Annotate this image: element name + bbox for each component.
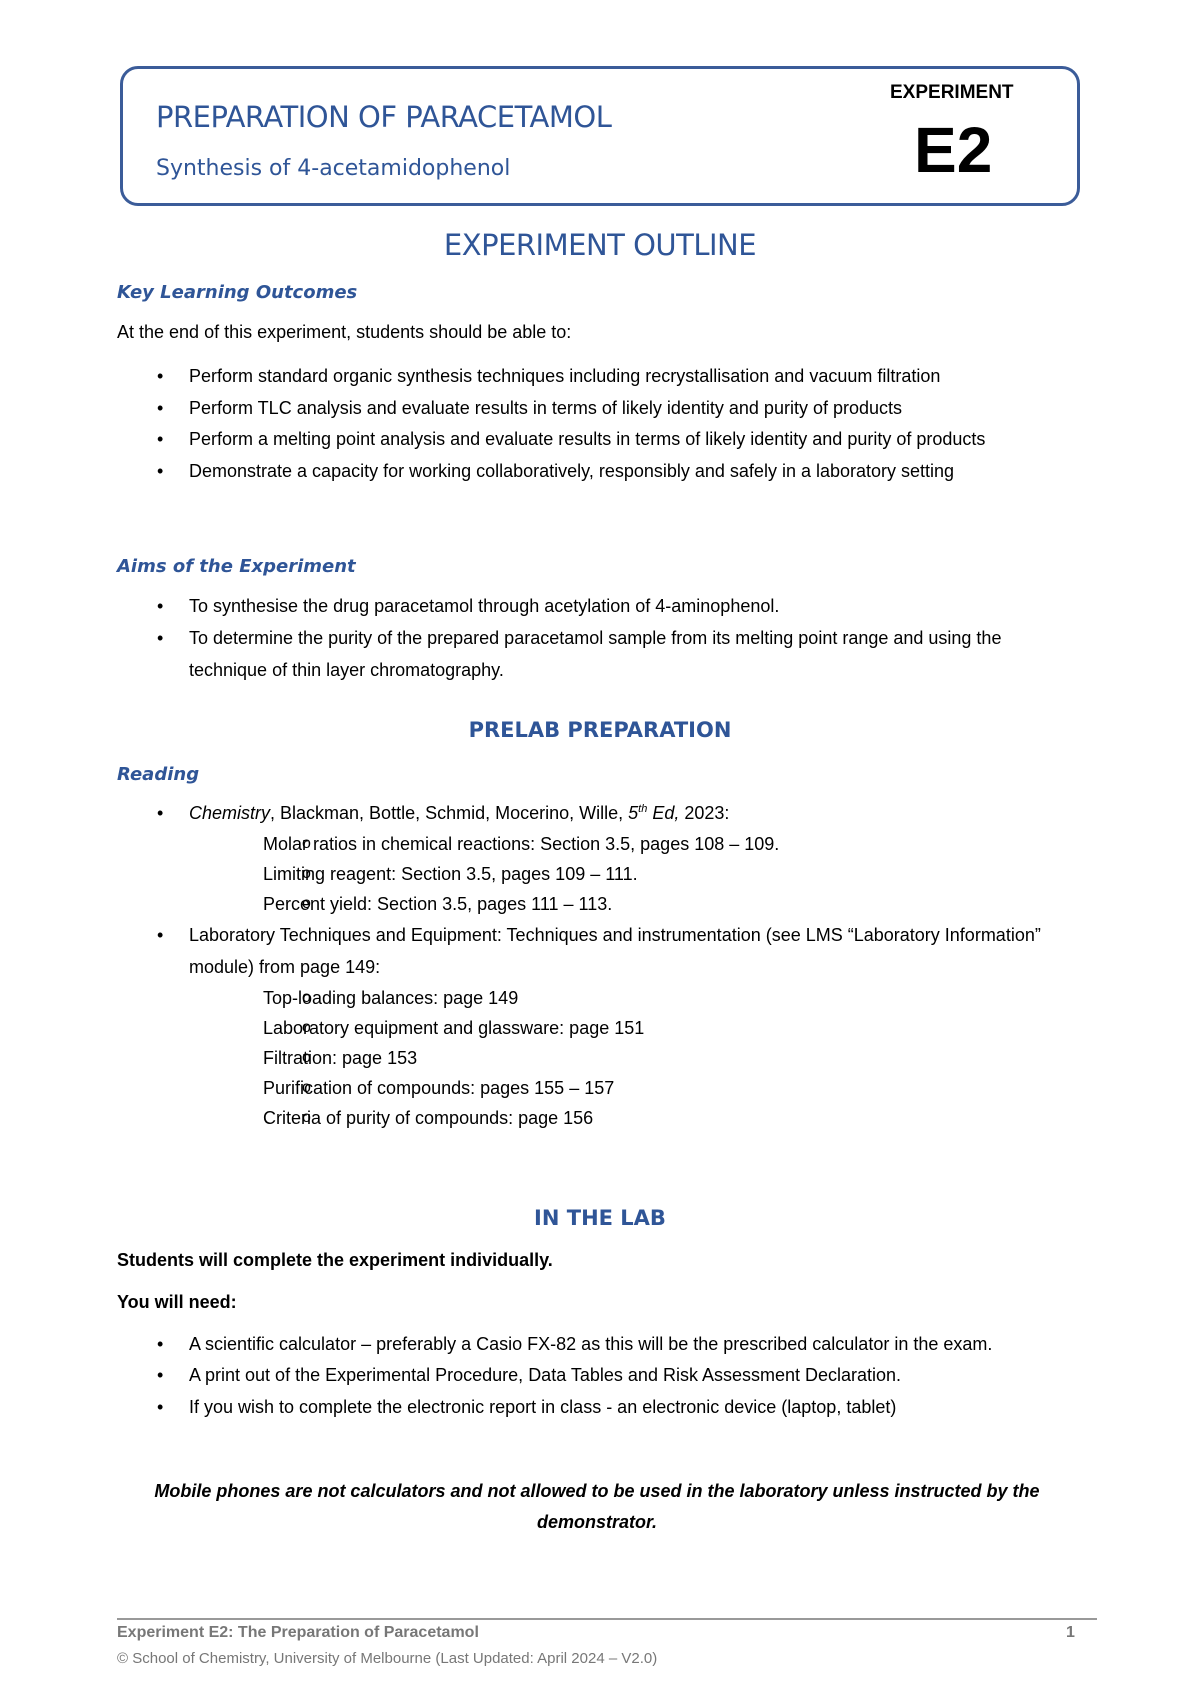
list-item: • If you wish to complete the electronic report in class - an electronic device (laptop, tablet) bbox=[117, 1391, 1077, 1423]
aims-heading: Aims of the Experiment bbox=[117, 556, 356, 577]
list-item: o Laboratory equipment and glassware: page 151 bbox=[189, 1013, 1069, 1043]
list-item: o Criteria of purity of compounds: page 156 bbox=[189, 1103, 1069, 1133]
individual-note: Students will complete the experiment individually. bbox=[117, 1250, 553, 1270]
document-subtitle: Synthesis of 4-acetamidophenol bbox=[156, 156, 511, 181]
document-title: PREPARATION OF PARACETAMOL bbox=[156, 100, 612, 134]
aims-list bbox=[117, 590, 1077, 686]
reading-heading: Reading bbox=[117, 764, 200, 785]
list-item: • A scientific calculator – preferably a Casio FX-82 as this will be the prescribed calculator in the exam. bbox=[117, 1330, 1069, 1359]
experiment-label: EXPERIMENT bbox=[890, 82, 1014, 103]
list-item: o Top-loading balances: page 149 bbox=[189, 983, 1069, 1013]
list-item: • Perform TLC analysis and evaluate results in terms of likely identity and purity of products bbox=[117, 392, 1077, 424]
lab-techniques-sections bbox=[189, 983, 1069, 1133]
book-sections bbox=[189, 829, 1077, 919]
book-edition-suffix: th bbox=[638, 803, 648, 815]
footer-copyright: © School of Chemistry, University of Melbourne (Last Updated: April 2024 – V2.0) bbox=[117, 1650, 658, 1667]
list-item: • To synthesise the drug paracetamol through acetylation of 4-aminophenol. bbox=[117, 590, 1077, 622]
reading-list bbox=[117, 797, 1077, 1133]
list-item: • Perform standard organic synthesis techniques including recrystallisation and vacuum filtration bbox=[117, 360, 1077, 392]
needs-list bbox=[117, 1330, 1077, 1423]
list-item: o Limiting reagent: Section 3.5, pages 109 – 111. bbox=[189, 859, 1077, 889]
key-outcomes-heading: Key Learning Outcomes bbox=[117, 282, 358, 303]
list-item: • Perform a melting point analysis and evaluate results in terms of likely identity and purity of products bbox=[117, 424, 1069, 455]
footer-divider bbox=[117, 1618, 1097, 1620]
outcomes-intro: At the end of this experiment, students should be able to: bbox=[117, 322, 572, 342]
outline-heading: EXPERIMENT OUTLINE bbox=[443, 228, 757, 262]
book-edition-number: 5 bbox=[628, 803, 639, 823]
list-item: • To determine the purity of the prepared paracetamol sample from its melting point range and using the technique of thin layer chromatography. bbox=[117, 622, 1069, 686]
in-lab-heading: IN THE LAB bbox=[534, 1206, 666, 1230]
prelab-heading: PRELAB PREPARATION bbox=[468, 718, 732, 742]
list-item bbox=[117, 797, 1077, 919]
book-title: Chemistry bbox=[189, 803, 271, 823]
experiment-code: E2 bbox=[914, 114, 993, 186]
book-authors: , Blackman, Bottle, Schmid, Mocerino, Wille, bbox=[270, 803, 629, 823]
mobile-phone-note: Mobile phones are not calculators and not allowed to be used in the laboratory unless instructed by the demonstrator. bbox=[154, 1481, 1040, 1532]
list-item: • A print out of the Experimental Procedure, Data Tables and Risk Assessment Declaration. bbox=[117, 1359, 1077, 1391]
you-will-need: You will need: bbox=[117, 1292, 237, 1312]
book-year: 2023: bbox=[679, 803, 730, 823]
list-item: o Purification of compounds: pages 155 – 157 bbox=[189, 1073, 1069, 1103]
outcomes-list bbox=[117, 360, 1077, 487]
list-item bbox=[117, 919, 1069, 1133]
list-item: o Filtration: page 153 bbox=[189, 1043, 1069, 1073]
lab-techniques-text: Laboratory Techniques and Equipment: Techniques and instrumentation (see LMS “Laboratory Information” module) from page 149: bbox=[189, 925, 1041, 977]
list-item: o Percent yield: Section 3.5, pages 111 – 113. bbox=[189, 889, 1077, 919]
book-edition-label: Ed, bbox=[647, 803, 680, 823]
page-number: 1 bbox=[1066, 1624, 1075, 1641]
footer-title: Experiment E2: The Preparation of Paracetamol bbox=[117, 1624, 479, 1641]
list-item: • Demonstrate a capacity for working collaboratively, responsibly and safely in a laboratory setting bbox=[117, 455, 1077, 487]
list-item: o Molar ratios in chemical reactions: Section 3.5, pages 108 – 109. bbox=[189, 829, 1077, 859]
